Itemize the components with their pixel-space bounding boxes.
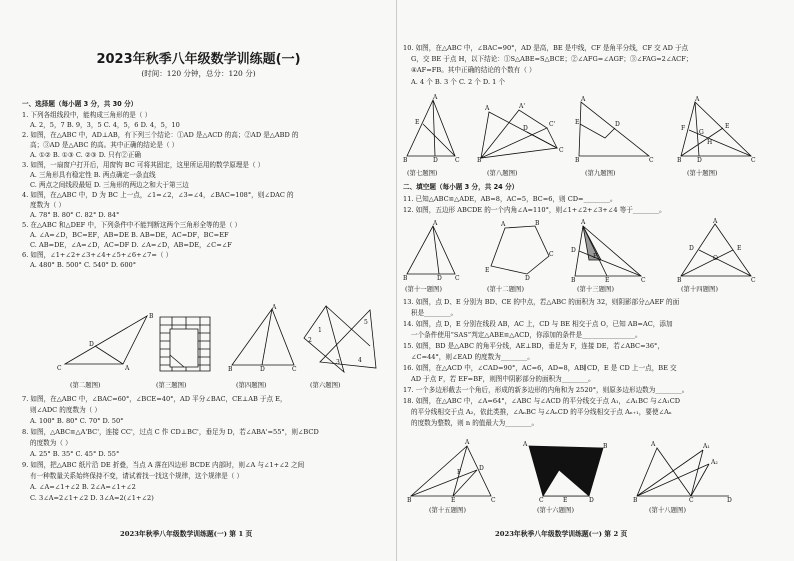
figure-caption: (第十六题图) — [537, 506, 574, 514]
figure-label: H — [707, 139, 713, 146]
figure-label: C — [292, 366, 297, 373]
question-line: A. 三角形具有稳定性 B. 两点确定一条直线 — [30, 171, 156, 179]
figure-label: B — [603, 443, 608, 450]
figure-label: E — [575, 119, 580, 126]
figure-caption: (第七题图) — [407, 169, 438, 177]
figure-label: E — [725, 123, 730, 130]
figure-label: E — [737, 245, 742, 252]
figure-label: B — [633, 497, 638, 504]
figure-label: A — [581, 219, 586, 226]
figure-label: A — [651, 441, 656, 448]
figure-label: C — [751, 277, 756, 284]
question-line: A. 25° B. 35° C. 45° D. 55° — [30, 450, 120, 458]
page-footer: 2023年秋季八年级数学训练题(一) 第 2 页 — [495, 530, 628, 538]
figure-label: A — [695, 96, 700, 103]
question-line: 的平分线相交于点 A₂，依此类推，∠AₙBC 与∠AₙCD 的平分线相交于点 Aₙ₊₁，要使∠Aₙ — [411, 408, 672, 416]
figure-label: F — [457, 469, 462, 476]
question-line: 15. 如图，BD 是△ABC 的角平分线，AE⊥BD，垂足为 F，连接 DE，若∠ABC=36°， — [403, 342, 664, 350]
question-line: 3. 如图，一扇窗户打开后，用窗钩 BC 可将其固定，这里所运用的数学原理是（ ） — [22, 161, 265, 169]
question-line: A. 4 个 B. 3 个 C. 2 个 D. 1 个 — [411, 78, 506, 86]
page-footer: 2023年秋季八年级数学训练题(一) 第 1 页 — [120, 530, 253, 538]
figure-caption: (第十一题图) — [405, 285, 442, 293]
question-line: 13. 如图，点 D、E 分别为 BD、CE 的中点，若△ABC 的面积为 32，则阴影部分△AEF 的面 — [403, 298, 680, 306]
question-line: A. 78° B. 80° C. 82° D. 84° — [30, 211, 120, 219]
question-line: C. 3∠A=2∠1+∠2 D. 3∠A=2(∠1+∠2) — [30, 494, 154, 502]
figure-label: 5 — [364, 319, 368, 326]
question-line: 8. 如图，△ABC≌△A'BC'，连接 CC'，过点 C 作 CD⊥BC'，垂足为 D，若∠ABA'=55°，则∠BCD — [22, 428, 319, 436]
question-line: 1. 下列各组线段中，能构成三角形的是（ ） — [22, 111, 152, 119]
question-line: 7. 如图，在△ABC 中，∠BAC=60°，∠BCE=40°，AD 平分∠BAC，CE⊥AB 于点 E， — [22, 395, 287, 403]
figure-label: C — [751, 157, 756, 164]
figure-label: D — [433, 157, 438, 164]
figure-question-15 — [407, 440, 497, 502]
figure-label: F — [681, 125, 686, 132]
figure-label: A — [713, 218, 718, 225]
question-line: ∠C=44°，则∠EAD 的度数为________。 — [411, 353, 534, 361]
figure-caption: (第九题图) — [585, 169, 616, 177]
figure-question-11 — [403, 222, 463, 280]
question-line: 6. 如图，∠1+∠2+∠3+∠4+∠5+∠6+∠7=（ ） — [22, 251, 173, 259]
question-line: 10. 如图，在△ABC 中，∠BAC=90°，AD 是高，BE 是中线，CF 是角平分线，CF 交 AD 于点 — [403, 44, 689, 52]
figure-question-18 — [633, 440, 733, 502]
question-line: 16. 如图，在△ACD 中，∠CAD=90°，AC=6，AD=8，AB∥CD，E 是 CD 上一点，BE 交 — [403, 364, 677, 372]
question-line: A. 480° B. 500° C. 540° D. 600° — [30, 261, 137, 269]
figure-label: D — [697, 157, 702, 164]
figure-label: O — [713, 255, 718, 262]
figure-label: D — [523, 125, 528, 132]
figure-label: C — [559, 147, 564, 154]
figure-label: B — [403, 157, 408, 164]
question-line: ④AF=FB。其中正确的结论的个数有（ ） — [411, 66, 536, 74]
figure-label: B — [407, 497, 412, 504]
question-line: 度数为（ ） — [30, 201, 66, 209]
figure-caption: (第十二题图) — [487, 285, 524, 293]
figure-question-14 — [677, 220, 757, 282]
figure-label: C — [689, 497, 694, 504]
question-line: 9. 如图，把△ABC 纸片沿 DE 折叠，当点 A 落在四边形 BCDE 内部时，则∠A 与∠1+∠2 之间 — [22, 461, 305, 469]
figure-caption: (第二题图) — [70, 381, 101, 389]
figure-caption: (第十三题图) — [577, 285, 614, 293]
figure-label: B — [228, 366, 233, 373]
question-line: 18. 如图，在△ABC 中，∠A=64°，∠ABC 与∠ACD 的平分线交于点 A₁，∠A₁BC 与∠A₁CD — [403, 397, 681, 405]
question-line: 积是________。 — [411, 309, 458, 317]
figure-label: C — [57, 365, 62, 372]
figure-label: A — [433, 220, 438, 227]
figure-label: C — [455, 275, 460, 282]
figure-label: C — [491, 497, 496, 504]
figure-label: B — [575, 157, 580, 164]
figure-question-2 — [55, 312, 155, 372]
figure-label: D — [89, 341, 94, 348]
figure-label: A — [433, 94, 438, 101]
figure-question-6 — [300, 302, 380, 374]
figure-label: E — [563, 497, 568, 504]
figure-label: D — [260, 366, 265, 373]
question-line: A. ∠A=∠D，BC=EF，AB=DE B. AB=DE，AC=DF，BC=EF — [30, 231, 229, 239]
figure-label: B — [677, 157, 682, 164]
figure-label: A — [125, 365, 130, 372]
figure-label: C — [455, 157, 460, 164]
figure-label: C — [539, 497, 544, 504]
question-line: C. 两点之间线段最短 D. 三角形的两边之和大于第三边 — [30, 181, 189, 189]
question-line: 有一种数量关系始终保持不变，请试着找一找这个规律，这个规律是（ ） — [30, 472, 244, 480]
figure-label: D — [571, 247, 576, 254]
question-line: 的度数为整数，则 n 的值最大为________。 — [411, 419, 539, 427]
figure-label: B — [535, 220, 540, 227]
figure-caption: (第四题图) — [236, 381, 267, 389]
question-line: 17. 一个多边形截去一个角后，形成的新多边形的内角和为 2520°，则原多边形边数为________。 — [403, 386, 689, 394]
figure-label: C' — [549, 121, 556, 128]
figure-caption: (第十五题图) — [429, 506, 466, 514]
section-fill-heading: 二、填空题（每小题 3 分，共 24 分） — [403, 183, 519, 191]
figure-caption: (第十八题图) — [649, 506, 686, 514]
question-line: 14. 如图，点 D，E 分别在线段 AB，AC 上，CD 与 BE 相交于点 O，已知 AB=AC，添加 — [403, 320, 673, 328]
figure-label: D — [727, 497, 732, 504]
figure-label: B — [571, 277, 576, 284]
figure-label: F — [593, 253, 598, 260]
figure-label: D — [589, 497, 594, 504]
question-line: G，交 BE 于点 H，以下结论：①S△ABE=S△BCE；②∠AFG=∠AGF；③∠FAG=2∠ACF； — [411, 55, 693, 63]
section-choice-heading: 一、选择题（每小题 3 分，共 30 分） — [22, 100, 138, 108]
figure-question-9 — [575, 98, 659, 162]
question-line: 4. 如图，在△ABC 中，D 为 BC 上一点，∠1=∠2，∠3=∠4，∠BAC=108°，则∠DAC 的 — [22, 191, 294, 199]
figure-label: E — [415, 119, 420, 126]
figure-caption: (第十题图) — [687, 169, 718, 177]
figure-label: E — [485, 267, 490, 274]
figure-caption: (第三题图) — [156, 381, 187, 389]
figure-label: C — [641, 277, 646, 284]
question-line: 11. 已知△ABC≌△ADE，AB=8，AC=5，BC=6，则 CD=________。 — [403, 195, 617, 203]
figure-label: B — [477, 157, 482, 164]
figure-question-10 — [677, 98, 757, 162]
question-line: A. ∠A=∠1+∠2 B. 2∠A=∠1+∠2 — [30, 483, 136, 491]
figure-label: E — [605, 277, 610, 284]
figure-question-8 — [477, 100, 567, 162]
figure-label: A — [272, 304, 277, 311]
question-line: 一个条件使用“SAS”判定△ABE≌△ACD，你添加的条件是________________。 — [411, 331, 642, 339]
figure-label: 4 — [358, 357, 362, 364]
figure-label: F — [561, 463, 566, 470]
question-line: A. 100° B. 80° C. 70° D. 50° — [30, 417, 124, 425]
figure-caption: (第六题图) — [310, 381, 341, 389]
figure-label: D — [615, 121, 620, 128]
question-line: 的度数为（ ） — [30, 439, 72, 447]
figure-label: A₂ — [711, 459, 718, 466]
question-line: C. AB=DE，∠A=∠D，AC=DF D. ∠A=∠D，AB=DE，∠C=∠F — [30, 241, 232, 249]
figure-label: 2 — [308, 337, 312, 344]
question-line: 5. 在△ABC 和△DEF 中，下列条件中不能判断这两个三角形全等的是（ ） — [22, 221, 242, 229]
question-line: 2. 如图，在△ABC 中，AD⊥AB，有下列三个结论：①AD 是△ACD 的高；②AD 是△ABD 的 — [22, 131, 299, 139]
figure-label: A — [501, 221, 506, 228]
figure-label: D — [689, 245, 694, 252]
figure-label: A — [465, 439, 470, 446]
figure-label: C — [649, 157, 654, 164]
question-line: 12. 如图，五边形 ABCDE 的一个内角∠A=110°，则∠1+∠2+∠3+∠4 等于________。 — [403, 206, 666, 214]
figure-label: D — [437, 275, 442, 282]
figure-label: D — [525, 275, 530, 282]
figure-question-16 — [519, 440, 609, 502]
exam-subtitle: (时间：120 分钟，总分：120 分) — [141, 69, 256, 78]
figure-label: A — [581, 96, 586, 103]
figure-label: E — [451, 497, 456, 504]
figure-question-7 — [403, 96, 463, 162]
question-line: A. 2，5，7 B. 9，3，5 C. 4，5，6 D. 4，5，10 — [30, 121, 180, 129]
figure-label: B — [403, 275, 408, 282]
figure-label: 1 — [318, 327, 322, 334]
figure-question-12 — [483, 222, 553, 280]
figure-label: B — [149, 313, 154, 320]
figure-label: C — [549, 251, 554, 258]
figure-label: A — [523, 441, 528, 448]
figure-question-4 — [228, 305, 298, 373]
exam-page-2 — [397, 0, 794, 561]
figure-question-13 — [571, 220, 647, 282]
question-line: AD 于点 F，若 EF=BF，则图中阴影部分的面积为________。 — [411, 375, 595, 383]
figure-label: D — [479, 465, 484, 472]
figure-label: A — [485, 105, 490, 112]
figure-label: A' — [519, 103, 525, 110]
question-line: A. ①② B. ①③ C. ②③ D. 只有②正确 — [30, 151, 141, 159]
figure-label: G — [699, 129, 704, 136]
question-line: 则∠ADC 的度数为（ ） — [30, 406, 101, 414]
figure-caption: (第十四题图) — [681, 285, 718, 293]
question-line: 高；③AD 是△ABC 的高。其中正确的结论是（ ） — [30, 141, 179, 149]
figure-caption: (第八题图) — [487, 169, 518, 177]
figure-label: B — [677, 277, 682, 284]
exam-title: 2023年秋季八年级数学训练题(一) — [96, 52, 301, 67]
figure-label: 3 — [336, 359, 340, 366]
figure-question-3-window — [158, 315, 213, 373]
figure-label: A₁ — [703, 443, 710, 450]
